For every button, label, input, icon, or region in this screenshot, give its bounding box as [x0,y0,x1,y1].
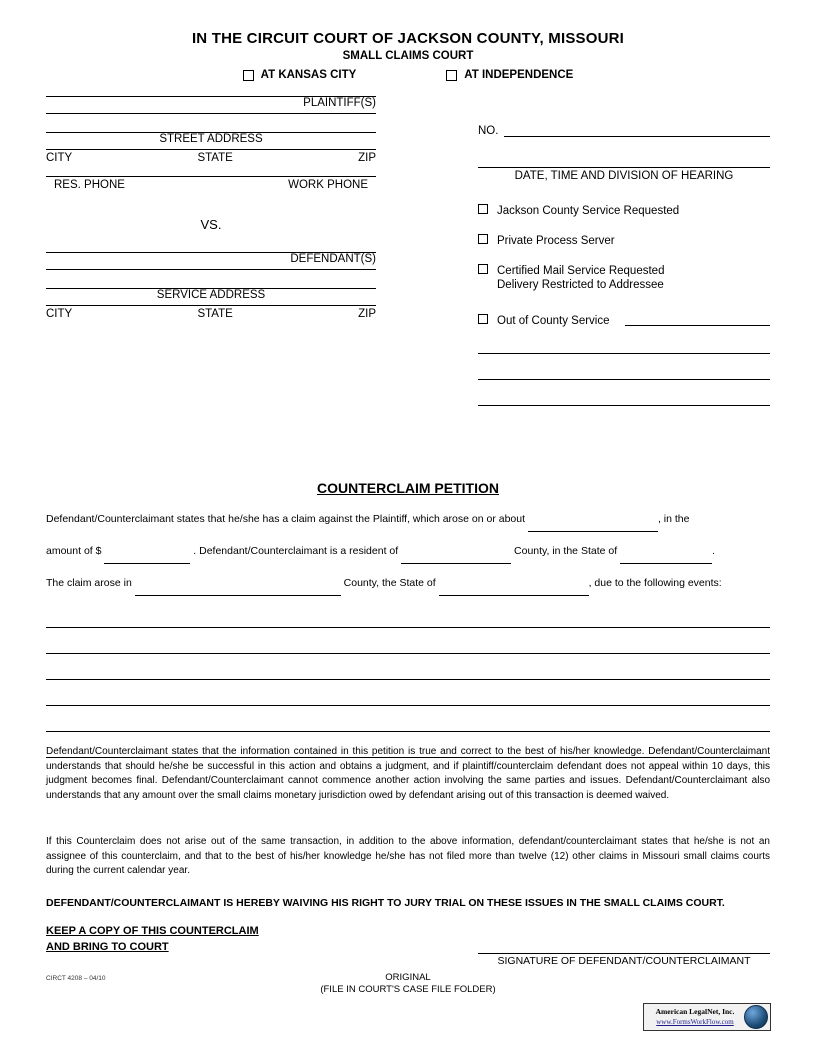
option-label: Jackson County Service Requested [497,205,680,217]
globe-icon [744,1005,768,1029]
events-line[interactable] [46,706,770,732]
plaintiff-phones-line[interactable] [46,176,376,177]
p3-text-a: The claim arose in [46,577,132,589]
plaintiffs-label: PLAINTIFF(S) [303,97,376,109]
option-sublabel: Delivery Restricted to Addressee [497,279,664,291]
extra-line-1[interactable] [478,353,770,354]
option-label: Private Process Server [497,235,615,247]
venue-independence-label: AT INDEPENDENCE [464,69,574,81]
events-line[interactable] [46,680,770,706]
claim-date-input[interactable] [528,520,658,532]
case-number-row [478,124,770,137]
defendant-citystatezip-line[interactable] [46,305,376,306]
p2-text-d: . [712,545,715,557]
venue-independence[interactable] [446,69,573,81]
venue-kansas-city-label: AT KANSAS CITY [260,69,357,81]
state-label-2: STATE [197,308,233,320]
claim-state-input[interactable] [439,584,589,596]
work-phone-label: WORK PHONE [288,179,368,191]
plaintiff-phone-labels [46,179,376,191]
checkbox-icon[interactable] [478,234,488,244]
checkbox-icon[interactable] [243,70,254,81]
events-line[interactable] [46,628,770,654]
zip-label: ZIP [358,152,376,164]
caption-right-column [478,96,770,406]
defendant-citystatezip-labels [46,308,376,320]
keep-copy-line-1: KEEP A COPY OF THIS COUNTERCLAIM [46,925,259,937]
res-phone-label: RES. PHONE [54,179,125,191]
hearing-line[interactable] [478,167,770,168]
p1-text-a: Defendant/Counterclaimant states that he/she has a claim against the Plaintiff, which arose on or about [46,513,526,525]
keep-copy-note [46,923,259,955]
jury-waiver-statement: DEFENDANT/COUNTERCLAIMANT IS HEREBY WAIVING HIS RIGHT TO JURY TRIAL ON THESE ISSUES IN THE SMALL CLAIMS COURT. [46,897,725,909]
option-out-of-county-service[interactable] [478,314,770,328]
service-address-label: SERVICE ADDRESS [156,289,266,301]
events-line[interactable] [46,654,770,680]
resident-state-input[interactable] [620,552,712,564]
case-number-input[interactable] [504,124,770,137]
original-line-2: (FILE IN COURT'S CASE FILE FOLDER) [320,984,496,995]
defendants-label: DEFENDANT(S) [290,253,376,265]
logo-company-name: American LegalNet, Inc. [655,1007,735,1016]
state-label: STATE [197,152,233,164]
option-jackson-county-service[interactable] [478,204,770,218]
events-writing-area [46,602,770,758]
p3-text-b: County, the State of [343,577,436,589]
option-label: Certified Mail Service Requested [497,265,665,277]
p2-text-c: County, in the State of [514,545,618,557]
original-line-1: ORIGINAL [385,972,431,983]
logo-website[interactable]: www.FormsWorkFlow.com [656,1018,734,1026]
petition-title: COUNTERCLAIM PETITION [317,480,499,496]
petition-paragraph-3 [46,570,770,596]
checkbox-icon[interactable] [478,264,488,274]
keep-copy-line-2: AND BRING TO COURT [46,941,169,953]
statement-truth: Defendant/Counterclaimant states that the information contained in this petition is true and correct to the best of his/her knowledge. Defendant/Counterclaimant understands that should he/she be successful in this action and obtains a judgment, and if plaintiff/counterclaim defendant does not appeal within 10 days, this judgment becomes final. Defendant/Counterclaimant cannot commence another action involving the same parties and issues. Defendant/Counterclaimant also understands that any amount over the small claims monetary jurisdiction owed by defendant arising out of this transaction is deemed waived. [46,746,770,801]
petition-paragraph-1 [46,506,770,532]
versus-label: VS. [200,217,222,232]
petition-paragraph-2 [46,538,770,564]
document-header [0,0,816,81]
extra-line-3[interactable] [478,405,770,406]
p3-text-c: , due to the following events: [588,577,722,589]
hearing-label: DATE, TIME AND DIVISION OF HEARING [514,170,734,182]
option-label: Out of County Service [497,315,610,327]
american-legalnet-logo [643,1003,771,1031]
plaintiff-citystatezip-labels [46,152,376,164]
caption-left-column [46,96,376,320]
claim-county-input[interactable] [135,584,341,596]
extra-line-2[interactable] [478,379,770,380]
claim-amount-input[interactable] [104,552,190,564]
option-label-wrap [497,264,664,292]
plaintiff-name-line-2[interactable] [46,113,376,114]
checkbox-icon[interactable] [478,204,488,214]
p2-text-b: . Defendant/Counterclaimant is a resident of [193,545,399,557]
city-label-2: CITY [46,308,73,320]
checkbox-icon[interactable] [446,70,457,81]
court-subtitle: SMALL CLAIMS COURT [342,50,474,62]
venue-kansas-city[interactable] [243,69,357,81]
street-address-label: STREET ADDRESS [159,133,263,145]
statement-assignee: If this Counterclaim does not arise out of the same transaction, in addition to the above information, defendant/counterclaimant states that he/she is not an assignee of this counterclaim, and that to the best of his/her knowledge he/she has not filed more than twelve (12) other claims in Missouri small claims courts during the current calendar year. [46,836,770,876]
out-of-county-input[interactable] [625,314,771,326]
option-certified-mail-service[interactable] [478,264,770,292]
original-note [0,972,816,996]
p2-text-a: amount of $ [46,545,102,557]
events-line[interactable] [46,602,770,628]
signature-label: SIGNATURE OF DEFENDANT/COUNTERCLAIMANT [497,955,751,967]
form-number: CIRCT 4208 – 04/10 [46,975,106,982]
case-number-label: NO. [478,125,499,137]
checkbox-icon[interactable] [478,314,488,324]
logo-text [644,1007,744,1027]
resident-county-input[interactable] [401,552,511,564]
venue-row [0,69,816,81]
city-label: CITY [46,152,73,164]
plaintiff-citystatezip-line[interactable] [46,149,376,150]
court-title: IN THE CIRCUIT COURT OF JACKSON COUNTY, MISSOURI [191,30,625,47]
option-private-process-server[interactable] [478,234,770,248]
p1-text-b: , in the [657,513,690,525]
zip-label-2: ZIP [358,308,376,320]
signature-line[interactable] [478,953,770,954]
defendant-name-line-2[interactable] [46,269,376,270]
